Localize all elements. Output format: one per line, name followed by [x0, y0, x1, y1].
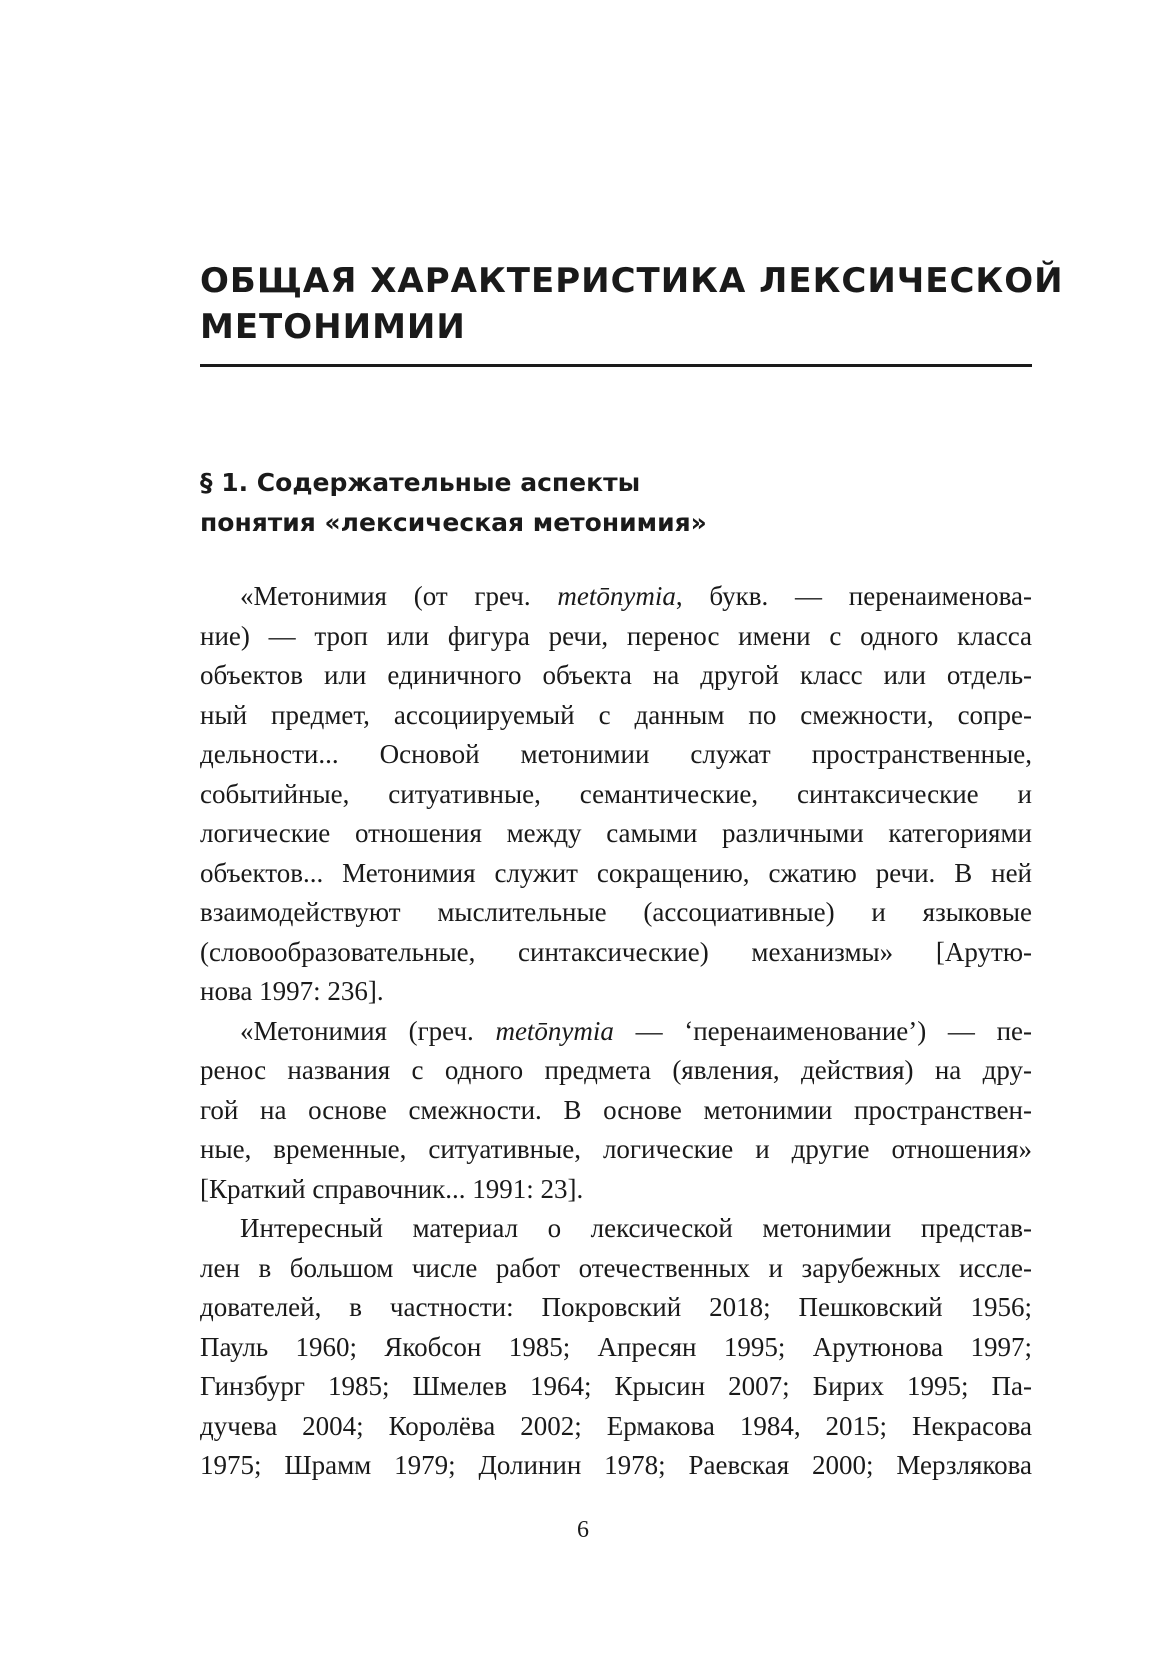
text-line: ние) — троп или фигура речи, перенос имени с одного класса	[200, 620, 1032, 651]
text-line: лен в большом числе работ отечественных и зарубежных иссле-	[200, 1252, 1032, 1283]
text-line: логические отношения между самыми различными категориями	[200, 818, 1032, 848]
text-span: «Метонимия (греч.	[240, 1015, 496, 1046]
section-heading-line-1: § 1. Содержательные аспекты	[200, 468, 641, 497]
text-line: дователей, в частности: Покровский 2018; Пешковский 1956;	[200, 1292, 1032, 1322]
section-heading-line-2: понятия «лексическая метонимия»	[200, 508, 707, 537]
text-line: (словообразовательные, синтаксические) механизмы» [Арутю-	[200, 936, 1032, 967]
text-line: объектов... Метонимия служит сокращению, сжатию речи. В ней	[200, 857, 1032, 888]
text-line: ренос названия с одного предмета (явления, действия) на дру-	[200, 1055, 1032, 1085]
chapter-title	[200, 258, 1064, 350]
title-divider	[200, 364, 1032, 367]
greek-term: metōnymia	[495, 1015, 614, 1046]
body-text	[200, 577, 1032, 1486]
text-line: Интересный материал о лексической метонимии представ-	[240, 1213, 1032, 1243]
paragraph-1	[200, 577, 1032, 1012]
text-line: 1975; Шрамм 1979; Долинин 1978; Раевская 2000; Мерзлякова	[200, 1450, 1032, 1480]
text-line: объектов или единичного объекта на другой класс или отдель-	[200, 660, 1032, 690]
section-heading	[200, 463, 1032, 543]
paragraph-2	[200, 1012, 1032, 1210]
text-line: взаимодействуют мыслительные (ассоциативные) и языковые	[200, 897, 1032, 927]
text-line: событийные, ситуативные, семантические, синтаксические и	[200, 778, 1032, 809]
text-line: гой на основе смежности. В основе метонимии пространствен-	[200, 1094, 1032, 1125]
text-line: ный предмет, ассоциируемый с данным по смежности, сопре-	[200, 699, 1032, 730]
page-number: 6	[577, 1517, 589, 1543]
greek-term: metōnymia	[557, 581, 676, 611]
chapter-title-line-2: МЕТОНИМИИ	[200, 307, 466, 347]
text-line: дучева 2004; Королёва 2002; Ермакова 1984, 2015; Некрасова	[200, 1410, 1032, 1441]
paragraph-3	[200, 1209, 1032, 1486]
text-line: нова 1997: 236].	[200, 976, 384, 1006]
text-span: «Метонимия (от греч.	[240, 581, 558, 611]
chapter-title-line-1: ОБЩАЯ ХАРАКТЕРИСТИКА ЛЕКСИЧЕСКОЙ	[200, 261, 1064, 301]
text-line: ные, временные, ситуативные, логические и другие отношения»	[200, 1134, 1032, 1164]
text-line	[200, 577, 1032, 617]
text-line: [Краткий справочник... 1991: 23].	[200, 1173, 584, 1204]
text-line: Гинзбург 1985; Шмелев 1964; Крысин 2007; Бирих 1995; Па-	[200, 1371, 1032, 1401]
text-line: Пауль 1960; Якобсон 1985; Апресян 1995; Арутюнова 1997;	[200, 1331, 1032, 1362]
text-span: , букв. — перенаименова-	[675, 581, 1032, 611]
text-span: — ‘перенаименование’) — пе-	[613, 1015, 1033, 1046]
text-line	[200, 1012, 1032, 1052]
text-line: дельности... Основой метонимии служат пространственные,	[200, 739, 1032, 769]
